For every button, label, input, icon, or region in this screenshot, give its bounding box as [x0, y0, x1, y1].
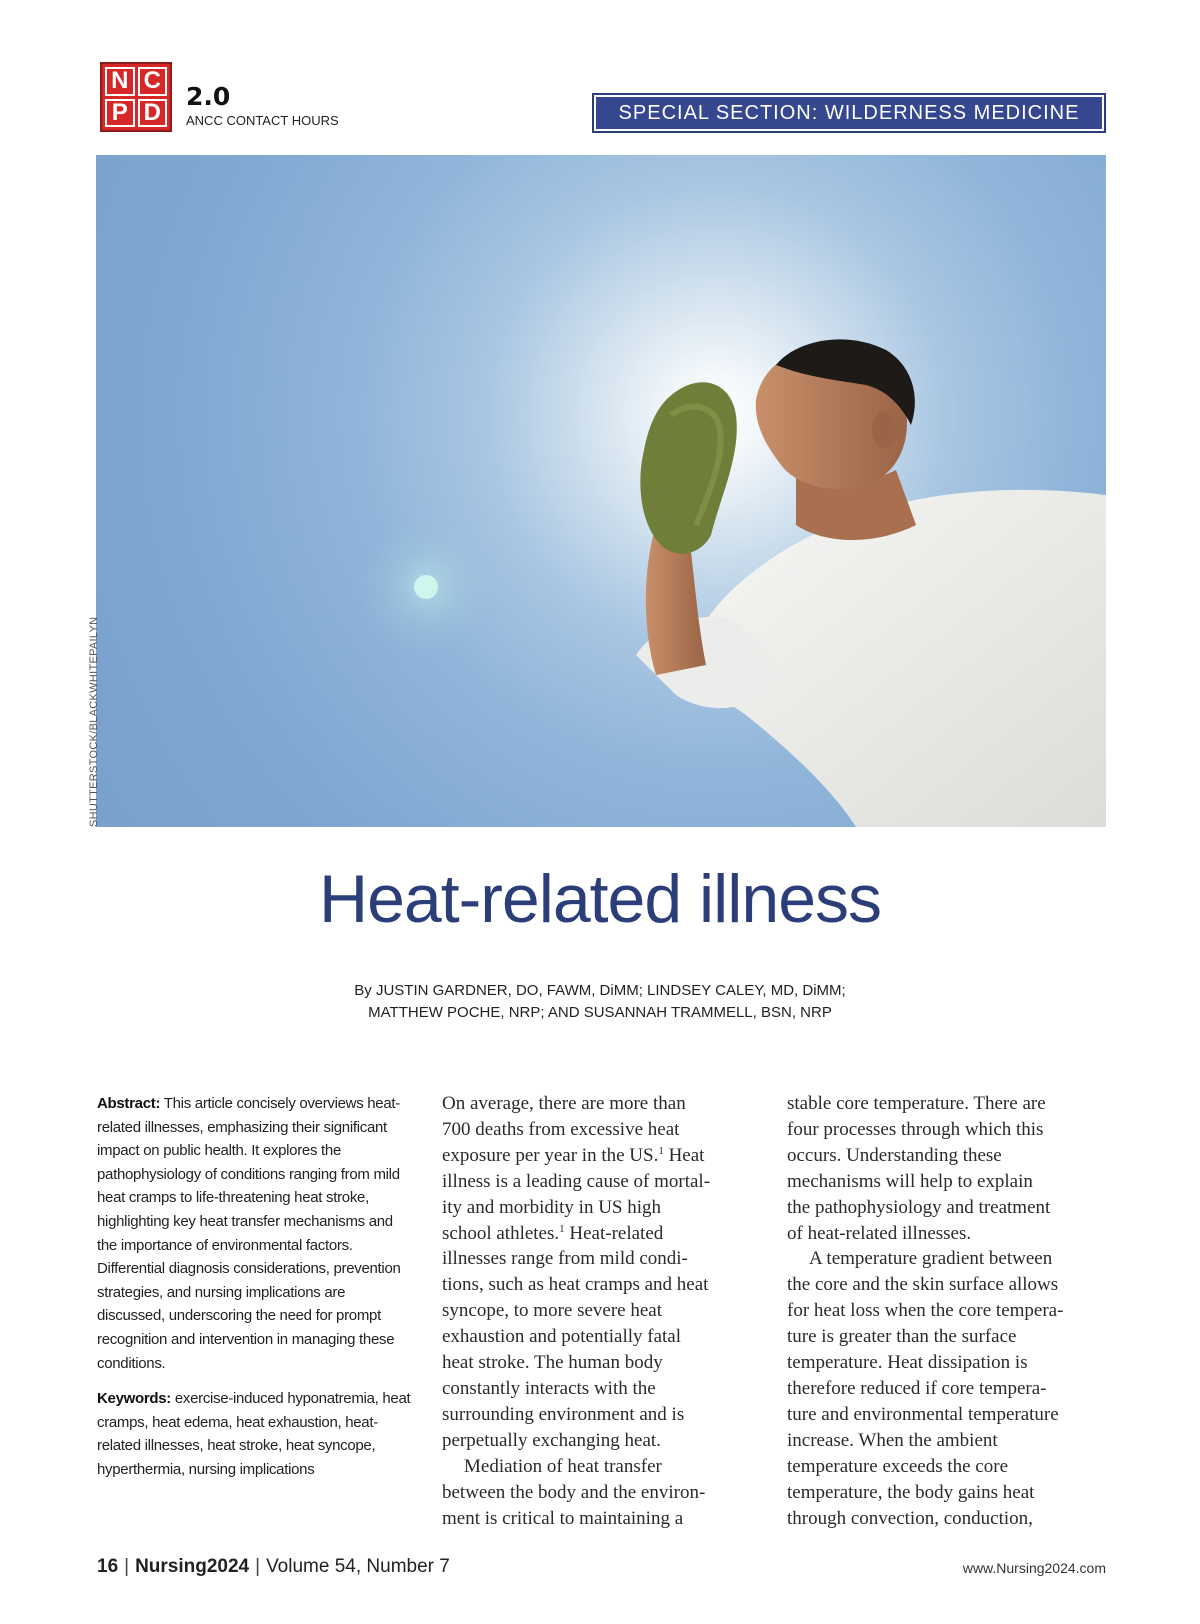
magazine-name: Nursing2024 [135, 1556, 250, 1577]
byline-line: By JUSTIN GARDNER, DO, FAWM, DiMM; LINDSEY CALEY, MD, DiMM; [354, 982, 846, 999]
body-line: the pathophysiology and treatment [787, 1196, 1051, 1218]
abstract-text: This article concisely overviews heat-related illnesses, emphasizing their significant impact on public health. It explores the pathophysiology of conditions ranging from mild heat cramps to life-threatening heat stroke, highlighting key heat transfer mechanisms and the importance of environmental factors. Differential diagnosis considerations, prevention strategies, and nursing implications are discussed, underscoring the need for prompt recognition and intervention in managing these conditions. [97, 1095, 401, 1372]
abstract-paragraph [97, 1092, 415, 1375]
body-line: between the body and the environ- [442, 1481, 706, 1503]
body-line: illness is a leading cause of mortal- [442, 1170, 711, 1192]
logo-letter: C [138, 67, 168, 96]
body-column-3 [787, 1091, 1105, 1531]
body-line: surrounding environment and is [442, 1403, 685, 1425]
body-line: for heat loss when the core tempera- [787, 1300, 1064, 1322]
footer-separator: | [255, 1556, 261, 1577]
website-url[interactable]: www.Nursing2024.com [962, 1560, 1106, 1576]
contact-hours-value: 2.0 [186, 82, 231, 111]
abstract-column [97, 1092, 415, 1494]
keywords-label: Keywords: [97, 1390, 171, 1408]
body-line: On average, there are more than [442, 1093, 686, 1114]
photo-credit: SHUTTERSTOCK/BLACKWHITEPAILYN [88, 616, 100, 827]
section-banner [592, 93, 1106, 133]
logo-letter: N [105, 67, 135, 96]
body-text: Heat-related [564, 1222, 664, 1244]
body-line: tions, such as heat cramps and heat [442, 1274, 709, 1296]
body-column-2 [442, 1091, 760, 1531]
body-line: increase. When the ambient [787, 1429, 998, 1451]
body-line: ture and environmental temperature [787, 1403, 1059, 1425]
citation: 1 [559, 1222, 565, 1235]
body-line: A temperature gradient between [809, 1248, 1053, 1270]
keywords-paragraph [97, 1387, 415, 1481]
body-line: ment is critical to maintaining a [442, 1507, 684, 1529]
body-line: temperature exceeds the core [787, 1455, 1009, 1477]
body-line [442, 1221, 760, 1247]
ncpd-logo [100, 62, 172, 132]
body-text: school athletes. [442, 1222, 560, 1244]
body-line: ture is greater than the surface [787, 1326, 1017, 1348]
logo-letter: D [138, 99, 168, 128]
body-line: through convection, conduction, [787, 1507, 1033, 1529]
body-line: heat stroke. The human body [442, 1352, 663, 1374]
body-line: perpetually exchanging heat. [442, 1429, 661, 1451]
body-line: Mediation of heat transfer [464, 1455, 662, 1477]
abstract-label: Abstract: [97, 1095, 161, 1112]
citation: 1 [658, 1144, 664, 1157]
footer-separator: | [124, 1556, 130, 1577]
body-line: temperature. Heat dissipation is [787, 1352, 1028, 1374]
body-line: syncope, to more severe heat [442, 1300, 662, 1322]
volume-info: Volume 54, Number 7 [266, 1556, 450, 1577]
byline [0, 980, 1200, 1024]
keywords-text: exercise-induced hyponatremia, heat cramps, heat edema, heat exhaustion, heat-related illnesses, heat stroke, heat syncope, hyperthermia, nursing implications [97, 1390, 411, 1478]
body-text: exposure per year in the US. [442, 1144, 659, 1166]
body-line: illnesses range from mild condi- [442, 1248, 688, 1270]
footer-info [97, 1556, 450, 1578]
byline-line: MATTHEW POCHE, NRP; AND SUSANNAH TRAMMELL, BSN, NRP [368, 1004, 832, 1021]
logo-letter: P [105, 99, 135, 128]
body-line: four processes through which this [787, 1118, 1044, 1140]
page-number: 16 [97, 1556, 119, 1577]
body-line: 700 deaths from excessive heat [442, 1118, 680, 1140]
contact-hours-label: ANCC CONTACT HOURS [186, 113, 339, 128]
body-line: exhaustion and potentially fatal [442, 1326, 682, 1348]
body-line: ity and morbidity in US high [442, 1196, 662, 1218]
body-line: mechanisms will help to explain [787, 1170, 1033, 1192]
man-wiping-face-illustration [96, 155, 1106, 827]
body-line: the core and the skin surface allows [787, 1274, 1059, 1296]
body-text: Heat [663, 1144, 705, 1166]
body-line: therefore reduced if core tempera- [787, 1377, 1047, 1399]
hero-photo [96, 155, 1106, 827]
section-label: SPECIAL SECTION: WILDERNESS MEDICINE [596, 97, 1102, 129]
body-line: stable core temperature. There are [787, 1093, 1046, 1114]
body-line: constantly interacts with the [442, 1377, 656, 1399]
body-line: occurs. Understanding these [787, 1144, 1002, 1166]
body-line: temperature, the body gains heat [787, 1481, 1035, 1503]
article-title: Heat-related illness [318, 861, 882, 937]
body-line: of heat-related illnesses. [787, 1222, 972, 1244]
body-line [442, 1143, 760, 1169]
